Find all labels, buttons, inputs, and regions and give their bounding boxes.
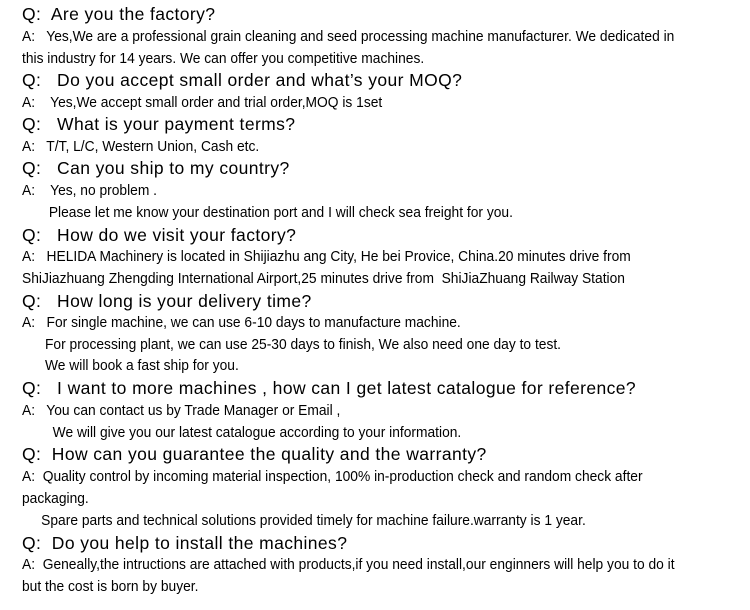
answer-factory-line-2: this industry for 14 years. We can offer you competitive machines. bbox=[22, 50, 425, 67]
answer-visit-line-2: ShiJiazhuang Zhengding International Airport,25 minutes drive from ShiJiaZhuang Railway Station bbox=[22, 270, 625, 287]
answer-delivery-line-2: For processing plant, we can use 25-30 days to finish, We also need one day to test. bbox=[22, 336, 562, 353]
answer-warranty-line-1: A: Quality control by incoming material inspection, 100% in-production check and random check after bbox=[22, 468, 643, 485]
answer-shipping-line-1: A: Yes, no problem . bbox=[22, 182, 158, 199]
answer-install-line-2: but the cost is born by buyer. bbox=[22, 578, 199, 595]
question-factory: Q: Are you the factory? bbox=[22, 4, 216, 24]
answer-visit-line-1: A: HELIDA Machinery is located in Shijiazhu ang City, He bei Provice, China.20 minutes drive from bbox=[22, 248, 631, 265]
answer-payment-line-1: A: T/T, L/C, Western Union, Cash etc. bbox=[22, 138, 260, 155]
question-install: Q: Do you help to install the machines? bbox=[22, 533, 348, 553]
answer-moq-line-1: A: Yes,We accept small order and trial order,MOQ is 1set bbox=[22, 94, 383, 111]
answer-shipping-line-2: Please let me know your destination port and I will check sea freight for you. bbox=[22, 204, 513, 221]
question-delivery: Q: How long is your delivery time? bbox=[22, 291, 312, 311]
answer-delivery-line-3: We will book a fast ship for you. bbox=[22, 357, 239, 374]
answer-factory-line-1: A: Yes,We are a professional grain cleaning and seed processing machine manufacturer. We dedicated in bbox=[22, 28, 675, 45]
question-moq: Q: Do you accept small order and what’s your MOQ? bbox=[22, 70, 463, 90]
answer-install-line-1: A: Geneally,the intructions are attached with products,if you need install,our enginners will help you to do it bbox=[22, 556, 675, 573]
answer-catalogue-line-1: A: You can contact us by Trade Manager or Email , bbox=[22, 402, 341, 419]
answer-warranty-line-3: Spare parts and technical solutions provided timely for machine failure.warranty is 1 year. bbox=[22, 512, 586, 529]
question-warranty: Q: How can you guarantee the quality and the warranty? bbox=[22, 444, 487, 464]
answer-delivery-line-1: A: For single machine, we can use 6-10 days to manufacture machine. bbox=[22, 314, 461, 331]
question-payment: Q: What is your payment terms? bbox=[22, 114, 296, 134]
answer-catalogue-line-2: We will give you our latest catalogue according to your information. bbox=[22, 424, 462, 441]
answer-warranty-line-2: packaging. bbox=[22, 490, 89, 507]
question-visit: Q: How do we visit your factory? bbox=[22, 225, 297, 245]
question-shipping: Q: Can you ship to my country? bbox=[22, 158, 290, 178]
question-catalogue: Q: I want to more machines , how can I get latest catalogue for reference? bbox=[22, 378, 637, 398]
